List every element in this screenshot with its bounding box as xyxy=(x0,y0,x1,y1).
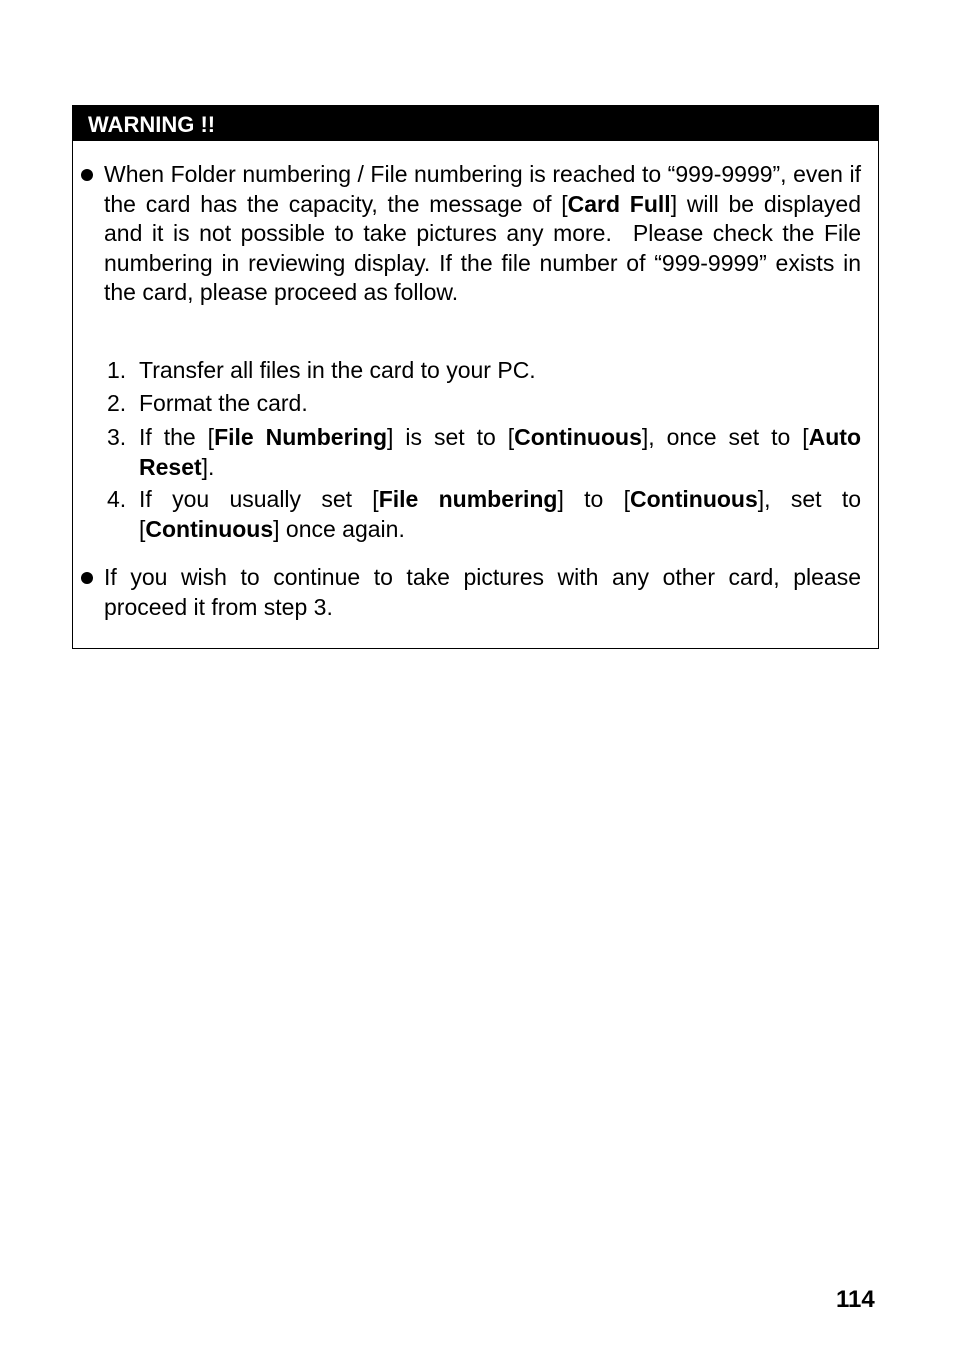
bullet-text: If you wish to continue to take pictures with any other card, please proceed it from step 3. xyxy=(104,564,861,620)
step-text-segment: ] to [ xyxy=(557,486,631,512)
step-number: 2. xyxy=(107,390,127,416)
bullet-dot-icon xyxy=(81,572,93,584)
step-text-segment: ] once again. xyxy=(273,515,405,542)
step-number: 3. xyxy=(107,424,127,450)
step-text-segment: ], once set to [ xyxy=(641,424,809,450)
step-number: 1. xyxy=(107,357,127,383)
step-number: 4. xyxy=(107,486,127,512)
bold-term: Continuous xyxy=(514,424,642,450)
step-text-segment: ]. xyxy=(201,453,215,480)
bold-term: Card Full xyxy=(567,190,671,217)
bold-term: Auto Reset xyxy=(139,424,861,480)
bullet-text: ] will be displayed and it is not possible to take pictures any more. Please check the File numbering in reviewing display. If the file number of “999-9999” exists in the card, please proceed as follow. xyxy=(104,190,862,305)
bold-term: File Numbering xyxy=(214,424,388,450)
step-text-segment: ] is set to [ xyxy=(387,424,515,450)
bold-term: File numbering xyxy=(378,486,558,512)
bullet-text: When Folder numbering / File numbering is reached to “999-9999”, even if the card has the capacity, the message of [ xyxy=(104,161,861,217)
step-text xyxy=(139,356,861,386)
step-text-segment: Format the card. xyxy=(139,390,308,416)
page-number: 114 xyxy=(836,1286,875,1313)
warning-header: WARNING !! xyxy=(73,106,878,141)
warning-bullet-card-full xyxy=(104,160,861,308)
step-text-segment: If the [ xyxy=(139,424,215,450)
step-text xyxy=(139,389,861,419)
step-text-segment: Transfer all files in the card to your PC. xyxy=(139,357,536,383)
bold-term: Continuous xyxy=(145,515,274,542)
warning-box xyxy=(72,105,879,649)
warning-bullet-other-card xyxy=(104,563,861,622)
step-text-segment: If you usually set [ xyxy=(139,486,379,512)
bullet-dot-icon xyxy=(81,169,93,181)
step-text xyxy=(139,423,861,482)
bold-term: Continuous xyxy=(630,486,758,512)
step-text-segment: ], set to [ xyxy=(139,486,861,542)
step-text xyxy=(139,485,861,544)
